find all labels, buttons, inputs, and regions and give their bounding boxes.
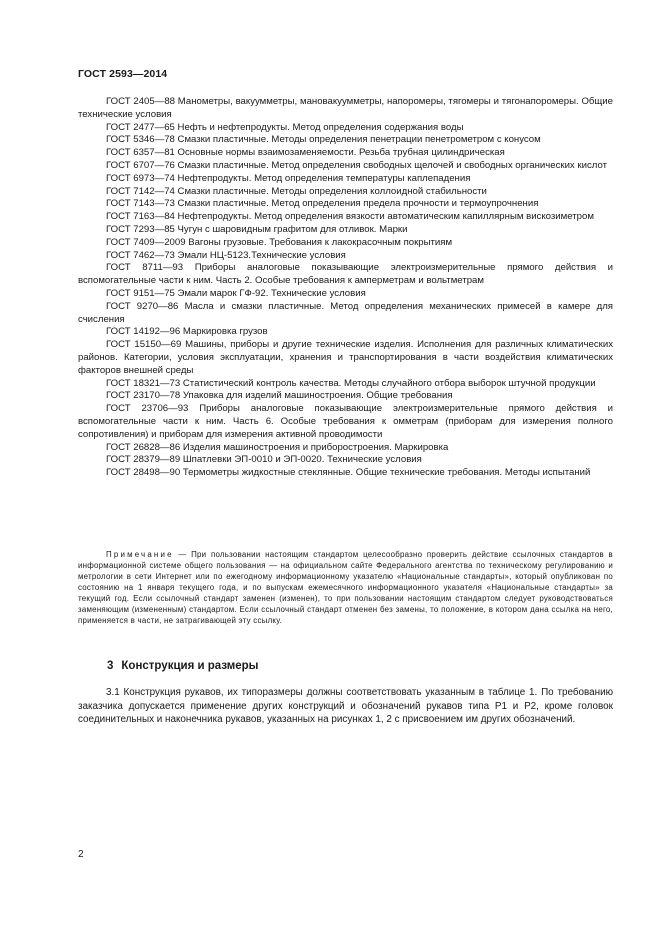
reference-item: ГОСТ 28379—89 Шпатлевки ЭП-0010 и ЭП-0020. Технические условия (106, 454, 422, 466)
reference-item: ГОСТ 23706—93 Приборы аналоговые показывающие электроизмерительные прямого действия и вспомогательные части к ним. Часть 6. Особые требования к омметрам (приборам для измерения полного сопротивления) и приборам для измерения активной проводимости (78, 403, 613, 440)
reference-item: ГОСТ 7143—73 Смазки пластичные. Метод определения предела прочности и термоупрочнения (106, 198, 539, 210)
note-text: — При пользовании настоящим стандартом целесообразно проверить действие ссылочных стандартов в информационной системе общего пользования — на официальном сайте Федерального агентства по техническому регулированию и метрологии в сети Интернет или по ежегодному информационному указателю «Национальные стандарты», который опубликован по состоянию на 1 января текущего года, и по выпускам ежемесячного информационного указателя «Национальные стандарты» за текущий год. Если ссылочный стандарт заменен (изменен), то при пользовании настоящим стандартом следует руководствоваться заменяющим (измененным) стандартом. Если ссылочный стандарт отменен без замены, то положение, в котором дана ссылка на него, применяется в части, не затрагивающей эту ссылку. (78, 550, 613, 625)
reference-item: ГОСТ 7462—73 Эмали НЦ-5123.Технические условия (106, 249, 346, 261)
reference-item: ГОСТ 8711—93 Приборы аналоговые показывающие электроизмерительные прямого действия и вспомогательные части к ним. Часть 2. Особые требования к амперметрам и вольтметрам (78, 262, 613, 287)
note-label: Примечание (106, 550, 174, 559)
reference-item: ГОСТ 2405—88 Манометры, вакуумметры, мановакуумметры, напоромеры, тягомеры и тягонапоромеры. Общие технические условия (78, 96, 613, 120)
reference-item: ГОСТ 6973—74 Нефтепродукты. Метод определения температуры каплепадения (106, 172, 471, 184)
reference-item: ГОСТ 7409—2009 Вагоны грузовые. Требования к лакокрасочным покрытиям (106, 236, 453, 248)
document-header: ГОСТ 2593—2014 (78, 68, 168, 80)
reference-item: ГОСТ 14192—96 Маркировка грузов (106, 326, 268, 338)
reference-item: ГОСТ 18321—73 Статистический контроль качества. Методы случайного отбора выборок штучной продукции (106, 377, 596, 389)
section-paragraph: 3.1 Конструкция рукавов, их типоразмеры должны соответствовать указанным в таблице 1. По требованию заказчика допускается применение других конструкций и обозначений рукавов типа Р1 и Р2, кроме головок соединительных и наконечника рукавов, указанных на рисунках 1, 2 с присвоением им других обозначений. (78, 687, 613, 725)
reference-item: ГОСТ 2477—65 Нефть и нефтепродукты. Метод определения содержания воды (106, 121, 464, 133)
reference-item: ГОСТ 6707—76 Смазки пластичные. Метод определения свободных щелочей и свободных органических кислот (106, 159, 607, 171)
section-title-text: Конструкция и размеры (121, 660, 259, 672)
reference-item: ГОСТ 9151—75 Эмали марок ГФ-92. Технические условия (106, 287, 366, 299)
section-number: 3 (107, 660, 114, 672)
reference-item: ГОСТ 5346—78 Смазки пластичные. Методы определения пенетрации пенетрометром с конусом (106, 134, 541, 146)
reference-item: ГОСТ 9270—86 Масла и смазки пластичные. Метод определения механических примесей в камере для счисления (78, 300, 613, 325)
reference-item: ГОСТ 6357—81 Основные нормы взаимозаменяемости. Резьба трубная цилиндрическая (106, 147, 505, 159)
reference-item: ГОСТ 28498—90 Термометры жидкостные стеклянные. Общие технические требования. Методы испытаний (106, 467, 591, 479)
note-paragraph (78, 549, 613, 626)
reference-item: ГОСТ 7142—74 Смазки пластичные. Методы определения коллоидной стабильности (106, 185, 487, 197)
reference-item: ГОСТ 15150—69 Машины, приборы и другие технические изделия. Исполнения для различных климатических районов. Категории, условия эксплуатации, хранения и транспортирования в части воздействия климатических факторов внешней среды (78, 339, 613, 376)
normative-references-list (78, 96, 613, 480)
section-heading (107, 660, 259, 672)
reference-item: ГОСТ 23170—78 Упаковка для изделий машиностроения. Общие требования (106, 390, 453, 402)
page-number: 2 (78, 849, 84, 860)
reference-item: ГОСТ 7293—85 Чугун с шаровидным графитом для отливок. Марки (106, 223, 408, 235)
reference-item: ГОСТ 26828—86 Изделия машиностроения и приборостроения. Маркировка (106, 441, 449, 453)
reference-item: ГОСТ 7163—84 Нефтепродукты. Метод определения вязкости автоматическим капиллярным вискозиметром (106, 211, 594, 223)
